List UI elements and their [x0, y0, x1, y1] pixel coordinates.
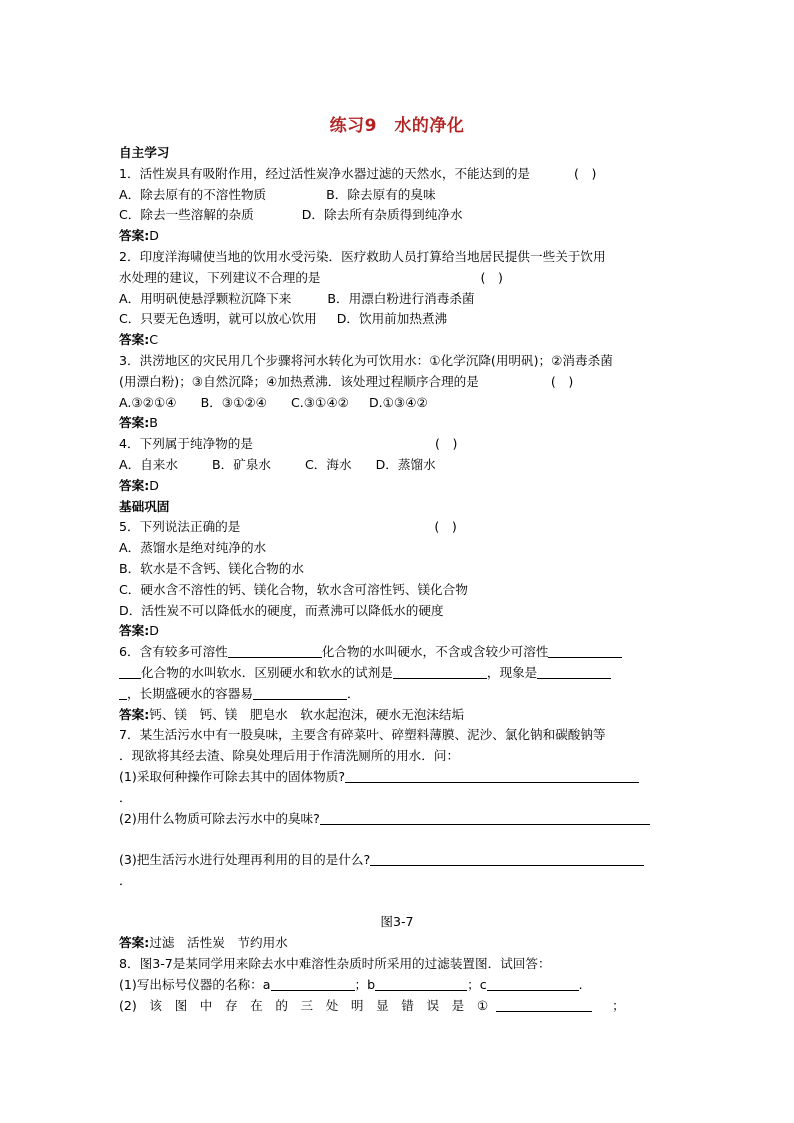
q3-options: [119, 393, 675, 414]
q7-stem-1: 7．某生活污水中有一股臭味，主要含有碎菜叶、碎塑料薄膜、泥沙、氯化钠和碳酸钠等: [119, 727, 606, 743]
answer-label: 答案:: [119, 706, 150, 722]
q6-text-2a: 化合物的水叫软水．区别硬水和软水的试剂是: [141, 664, 393, 680]
q6-blank-4-cont[interactable]: [119, 685, 127, 700]
q8-blank-a[interactable]: [271, 976, 355, 991]
q8-blank-b[interactable]: [375, 976, 467, 991]
q2-option-c: C．只要无色透明，就可以放心饮用: [119, 311, 317, 327]
q7-sub-3: [119, 850, 675, 871]
q5-answer-value: D: [149, 623, 159, 639]
q6-text-3b: ．: [346, 685, 360, 701]
q5-option-a: A．蒸馏水是绝对纯净的水: [119, 540, 267, 556]
q6-text-1a: 6．含有较多可溶性: [119, 644, 228, 660]
q5-stem-text: 5．下列说法正确的是: [119, 519, 241, 535]
q3-stem-2: [119, 372, 675, 393]
q2-option-d: D．饮用前加热煮沸: [336, 311, 448, 327]
q5-paren: ( ): [434, 519, 457, 535]
q7-answer-value: 过滤 活性炭 节约用水: [149, 935, 288, 951]
q1-stem-text: 1．活性炭具有吸附作用，经过活性炭净水器过滤的天然水，不能达到的是: [119, 165, 531, 181]
q3-stem-1: 3．洪涝地区的灾民用几个步骤将河水转化为可饮用水：①化学沉降(用明矾)；②消毒杀菌: [119, 352, 613, 368]
answer-label: 答案:: [119, 623, 150, 639]
q2-answer-value: C: [149, 332, 159, 348]
q7-blank-2[interactable]: [320, 810, 650, 825]
answer-label: 答案:: [119, 477, 150, 493]
q3-paren: ( ): [550, 373, 574, 389]
q6-answer: [119, 705, 675, 726]
q3-option-a: A.③②①④: [119, 394, 177, 410]
q3-option-b: B．③①②④: [200, 394, 267, 410]
q2-options-cd: [119, 309, 675, 330]
q4-paren: ( ): [434, 436, 458, 452]
q7-sub-3-text: (3)把生活污水进行处理再利用的目的是什么?: [119, 852, 371, 868]
q8-blank-err-1[interactable]: [496, 997, 592, 1012]
q2-option-a: A．用明矾使悬浮颗粒沉降下来: [119, 290, 292, 306]
q2-options-ab: [119, 289, 675, 310]
q8-sub-1b: ；b: [354, 976, 376, 992]
q4-options: [119, 455, 675, 476]
q2-option-b: B．用漂白粉进行消毒杀菌: [327, 290, 475, 306]
q4-option-d: D．蒸馏水: [375, 456, 436, 472]
q5-option-b: B．软水是不含钙、镁化合物的水: [119, 560, 304, 576]
section-heading-basic: 基础巩固: [119, 498, 170, 514]
q1-options-cd: [119, 205, 675, 226]
q4-stem-text: 4．下列属于纯净物的是: [119, 436, 253, 452]
q4-answer: [119, 476, 675, 497]
q1-paren: ( ): [574, 165, 597, 181]
q5-answer: [119, 621, 675, 642]
q6-line-3: [119, 684, 675, 705]
q6-answer-value: 钙、镁 钙、镁 肥皂水 软水起泡沫，硬水无泡沫结垢: [149, 706, 465, 722]
q8-sub-1-end: .: [578, 976, 583, 992]
q6-blank-2[interactable]: [548, 643, 622, 658]
q8-sub-2-end: ；: [612, 997, 625, 1013]
answer-label: 答案:: [119, 935, 150, 951]
q2-stem-2-text: 水处理的建议，下列建议不合理的是: [119, 269, 321, 285]
q6-blank-2-cont[interactable]: [119, 664, 141, 679]
answer-label: 答案:: [119, 415, 150, 431]
q7-sub-2: [119, 809, 675, 830]
q7-stem-2: ．现欲将其经去渣、除臭处理后用于作清洗厕所的用水．问：: [119, 748, 460, 764]
q3-option-c: C.③①④②: [290, 394, 349, 410]
q8-sub-2-text: (2) 该 图 中 存 在 的 三 处 明 显 错 误 是 ①: [119, 997, 489, 1013]
q7-sub-3-end: ．: [119, 872, 132, 888]
q1-answer: [119, 226, 675, 247]
answer-label: 答案:: [119, 332, 150, 348]
q7-answer: [119, 933, 675, 954]
q4-answer-value: D: [149, 477, 159, 493]
q2-answer: [119, 330, 675, 351]
q8-sub-1c: ；c: [467, 976, 487, 992]
q6-text-1b: 化合物的水叫硬水，不含或含较少可溶性: [321, 644, 549, 660]
q7-blank-1[interactable]: [345, 768, 639, 783]
q3-option-d: D.①③④②: [368, 394, 428, 410]
q3-answer: [119, 413, 675, 434]
q2-paren: ( ): [480, 269, 503, 285]
q7-sub-1: [119, 767, 675, 788]
q8-sub-1: [119, 975, 675, 996]
q1-answer-value: D: [149, 228, 159, 244]
q4-option-b: B．矿泉水: [212, 456, 272, 472]
page-title: 练习9 水的净化: [329, 116, 465, 136]
q6-text-3a: ，长期盛硬水的容器易: [127, 685, 253, 701]
q4-stem: [119, 434, 675, 455]
answer-label: 答案:: [119, 228, 150, 244]
q3-stem-2-text: (用漂白粉)；③自然沉降；④加热煮沸．该处理过程顺序合理的是: [119, 373, 479, 389]
q8-blank-c[interactable]: [487, 976, 579, 991]
q6-blank-3[interactable]: [393, 664, 487, 679]
q8-sub-2: [119, 996, 675, 1017]
q6-line-1: [119, 642, 675, 663]
q6-line-2: [119, 663, 675, 684]
content: [119, 143, 675, 1016]
q4-option-c: C．海水: [305, 456, 352, 472]
q8-sub-1a: (1)写出标号仪器的名称：a: [119, 976, 271, 992]
figure-caption: 图3-7: [380, 914, 414, 930]
q6-blank-1[interactable]: [228, 643, 322, 658]
q5-option-d: D．活性炭不可以降低水的硬度，而煮沸可以降低水的硬度: [119, 602, 444, 618]
q4-option-a: A．自来水: [119, 456, 178, 472]
q5-stem: [119, 517, 675, 538]
q6-blank-4[interactable]: [537, 664, 611, 679]
section-heading-self-study: 自主学习: [119, 145, 170, 160]
q2-stem-2: [119, 268, 675, 289]
q7-blank-3[interactable]: [370, 851, 644, 866]
q2-stem-1: 2．印度洋海啸使当地的饮用水受污染．医疗救助人员打算给当地居民提供一些关于饮用: [119, 248, 606, 264]
q1-option-a: A．除去原有的不溶性物质: [119, 186, 267, 202]
q8-stem: 8．图3-7是某同学用来除去水中难溶性杂质时所采用的过滤装置图．试回答：: [119, 956, 551, 972]
q1-options-ab: [119, 185, 675, 206]
q7-sub-2-text: (2)用什么物质可除去污水中的臭味?: [119, 810, 320, 826]
q6-text-2b: ，现象是: [486, 664, 538, 680]
q7-sub-1-text: (1)采取何种操作可除去其中的固体物质?: [119, 768, 346, 784]
q7-sub-1-end: ．: [119, 789, 132, 805]
q1-option-d: D．除去所有杂质得到纯净水: [301, 207, 463, 223]
q1-stem: [119, 164, 675, 185]
q3-answer-value: B: [149, 415, 158, 431]
q1-option-c: C．除去一些溶解的杂质: [119, 207, 254, 223]
q1-option-b: B．除去原有的臭味: [326, 186, 436, 202]
q5-option-c: C．硬水含不溶性的钙、镁化合物，软水含可溶性钙、镁化合物: [119, 581, 468, 597]
q6-blank-5[interactable]: [253, 685, 347, 700]
